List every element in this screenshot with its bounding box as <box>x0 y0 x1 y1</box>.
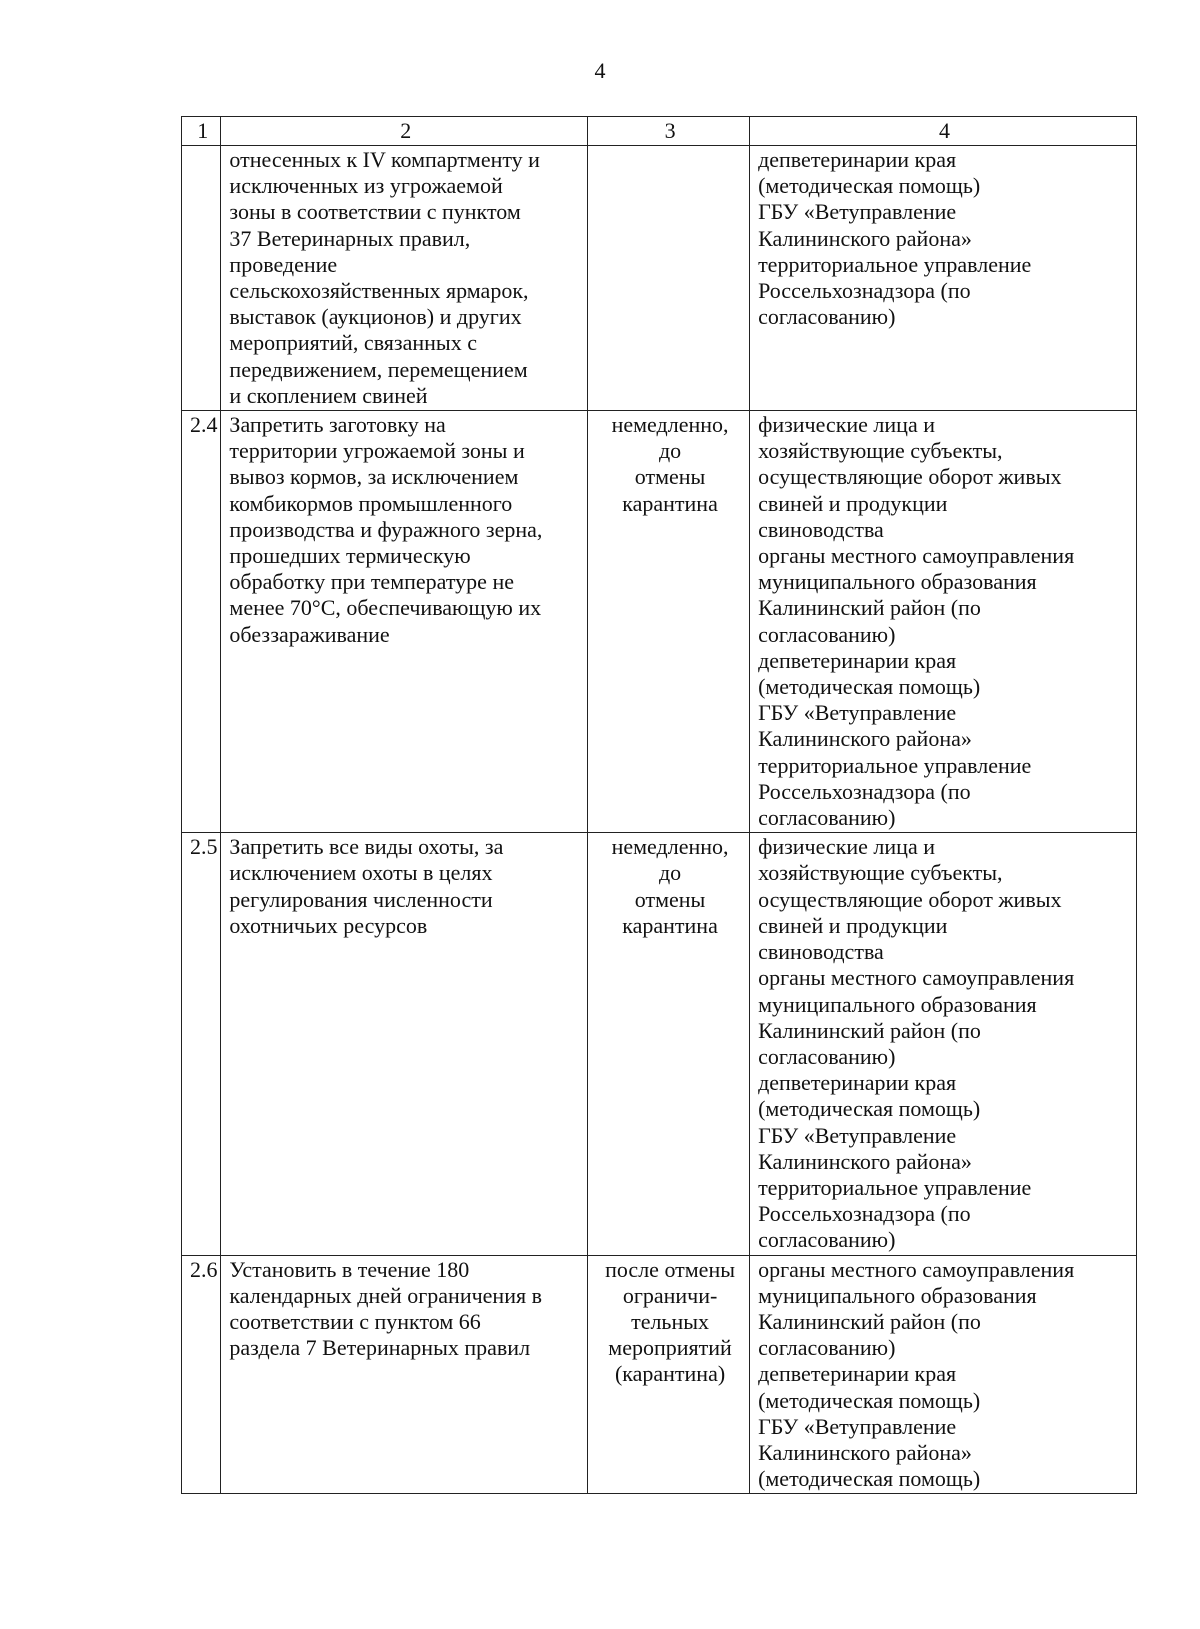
measure-line: вывоз кормов, за исключением <box>229 464 519 490</box>
responsible-line: согласованию) <box>758 304 896 330</box>
measure-line: сельскохозяйственных ярмарок, <box>229 278 529 304</box>
row-number: 2.6 <box>182 1255 221 1494</box>
responsible-line: Россельхознадзора (по <box>758 1201 971 1227</box>
responsible-line: Калининский район (по <box>758 1017 981 1043</box>
table-header-row <box>182 117 1137 146</box>
responsible-line: Калининского района» <box>758 1439 972 1465</box>
column-header-1: 1 <box>182 117 221 146</box>
responsible-line: физические лица и <box>758 412 935 438</box>
measure-line: территории угрожаемой зоны и <box>229 438 525 464</box>
responsible-line: ГБУ «Ветуправление <box>758 199 957 225</box>
page-number: 4 <box>594 58 606 83</box>
term-line: немедленно, <box>611 834 729 860</box>
responsible-line: согласованию) <box>758 621 896 647</box>
responsible-line: (методическая помощь) <box>758 173 981 199</box>
measure-cell <box>221 1255 588 1494</box>
measure-line: менее 70°С, обеспечивающую их <box>229 595 542 621</box>
term-line: ограничи- <box>622 1282 718 1308</box>
measure-line: и скоплением свиней <box>229 382 428 408</box>
measure-cell <box>221 833 588 1255</box>
measure-line: раздела 7 Ветеринарных правил <box>229 1335 531 1361</box>
responsible-line: свиноводства <box>758 939 884 965</box>
responsible-line: ГБУ «Ветуправление <box>758 700 957 726</box>
responsible-line: свиней и продукции <box>758 490 948 516</box>
measure-line: производства и фуражного зерна, <box>229 516 543 542</box>
term-cell <box>588 411 750 833</box>
measure-line: отнесенных к IV компартменту и <box>229 147 540 172</box>
responsible-line: территориальное управление <box>758 251 1032 277</box>
column-header-2: 2 <box>221 117 588 146</box>
responsible-line: муниципального образования <box>758 569 1037 595</box>
responsible-line: Россельхознадзора (по <box>758 778 971 804</box>
measures-table <box>181 116 1137 1494</box>
responsible-line: согласованию) <box>758 1043 896 1069</box>
responsible-line: органы местного самоуправления <box>758 965 1075 991</box>
responsible-line: осуществляющие оборот живых <box>758 464 1062 490</box>
measure-line: Запретить все виды охоты, за <box>229 834 504 860</box>
column-header-3: 3 <box>588 117 750 146</box>
measure-line: охотничьих ресурсов <box>229 912 428 938</box>
responsible-line: хозяйствующие субъекты, <box>758 860 1003 886</box>
responsible-line: органы местного самоуправления <box>758 1256 1075 1282</box>
term-line: карантина <box>622 490 718 516</box>
responsible-line: (методическая помощь) <box>758 1096 981 1122</box>
responsible-line: Калининского района» <box>758 726 972 752</box>
term-line: отмены <box>634 886 706 912</box>
responsible-line: физические лица и <box>758 834 935 860</box>
responsible-line: согласованию) <box>758 805 896 831</box>
responsible-line: согласованию) <box>758 1335 896 1361</box>
responsible-line: органы местного самоуправления <box>758 543 1075 569</box>
term-cell <box>588 833 750 1255</box>
measure-line: соответствии с пунктом 66 <box>229 1308 481 1334</box>
row-number: 2.4 <box>182 411 221 833</box>
table-row <box>182 411 1137 833</box>
responsible-line: (методическая помощь) <box>758 1466 981 1492</box>
term-line: карантина <box>622 912 718 938</box>
responsible-line: территориальное управление <box>758 752 1032 778</box>
row-number <box>182 146 221 411</box>
responsible-line: (методическая помощь) <box>758 1387 981 1413</box>
measure-line: обеззараживание <box>229 621 390 647</box>
measure-line: исключением охоты в целях <box>229 860 493 886</box>
row-number: 2.5 <box>182 833 221 1255</box>
responsible-line: согласованию) <box>758 1227 896 1253</box>
measure-line: выставок (аукционов) и других <box>229 304 522 330</box>
term-line: до <box>658 438 682 464</box>
measure-cell <box>221 146 588 411</box>
responsible-line: депветеринарии края <box>758 1070 957 1096</box>
term-cell <box>588 146 750 411</box>
measure-line: передвижением, перемещением <box>229 356 528 382</box>
responsible-line: Россельхознадзора (по <box>758 278 971 304</box>
term-line: после отмены <box>605 1256 736 1282</box>
responsible-cell <box>750 146 1137 411</box>
term-line: (карантина) <box>614 1361 726 1387</box>
measure-cell <box>221 411 588 833</box>
responsible-cell <box>750 1255 1137 1494</box>
responsible-line: осуществляющие оборот живых <box>758 886 1062 912</box>
measure-line: Установить в течение 180 <box>229 1256 470 1282</box>
responsible-line: свиноводства <box>758 516 884 542</box>
column-header-4: 4 <box>750 117 1137 146</box>
responsible-line: муниципального образования <box>758 991 1037 1017</box>
responsible-cell <box>750 411 1137 833</box>
table-row <box>182 146 1137 411</box>
responsible-line: Калининский район (по <box>758 1308 981 1334</box>
responsible-line: территориальное управление <box>758 1174 1032 1200</box>
responsible-line: свиней и продукции <box>758 912 948 938</box>
measure-line: Запретить заготовку на <box>229 412 446 438</box>
measure-line: календарных дней ограничения в <box>229 1282 542 1308</box>
responsible-line: депветеринарии края <box>758 147 957 172</box>
responsible-line: ГБУ «Ветуправление <box>758 1413 957 1439</box>
measure-line: регулирования численности <box>229 886 493 912</box>
measure-line: комбикормов промышленного <box>229 490 513 516</box>
term-cell <box>588 1255 750 1494</box>
term-line: отмены <box>634 464 706 490</box>
responsible-line: депветеринарии края <box>758 1361 957 1387</box>
table-row <box>182 833 1137 1255</box>
responsible-line: хозяйствующие субъекты, <box>758 438 1003 464</box>
measure-line: исключенных из угрожаемой <box>229 173 503 199</box>
measure-line: прошедших термическую <box>229 543 471 569</box>
responsible-cell <box>750 833 1137 1255</box>
measure-line: зоны в соответствии с пунктом <box>229 199 521 225</box>
measure-line: проведение <box>229 251 338 277</box>
responsible-line: ГБУ «Ветуправление <box>758 1122 957 1148</box>
measure-line: 37 Ветеринарных правил, <box>229 225 471 251</box>
responsible-line: (методическая помощь) <box>758 674 981 700</box>
term-line: мероприятий <box>608 1335 732 1361</box>
measures-table-body <box>182 117 1137 1494</box>
responsible-line: Калининского района» <box>758 225 972 251</box>
measure-line: обработку при температуре не <box>229 569 514 595</box>
measure-line: мероприятий, связанных с <box>229 330 477 356</box>
responsible-line: муниципального образования <box>758 1282 1037 1308</box>
term-line: до <box>658 860 682 886</box>
term-line: немедленно, <box>611 412 729 438</box>
responsible-line: депветеринарии края <box>758 647 957 673</box>
responsible-line: Калининский район (по <box>758 595 981 621</box>
term-line: тельных <box>631 1308 710 1334</box>
table-row <box>182 1255 1137 1494</box>
responsible-line: Калининского района» <box>758 1148 972 1174</box>
